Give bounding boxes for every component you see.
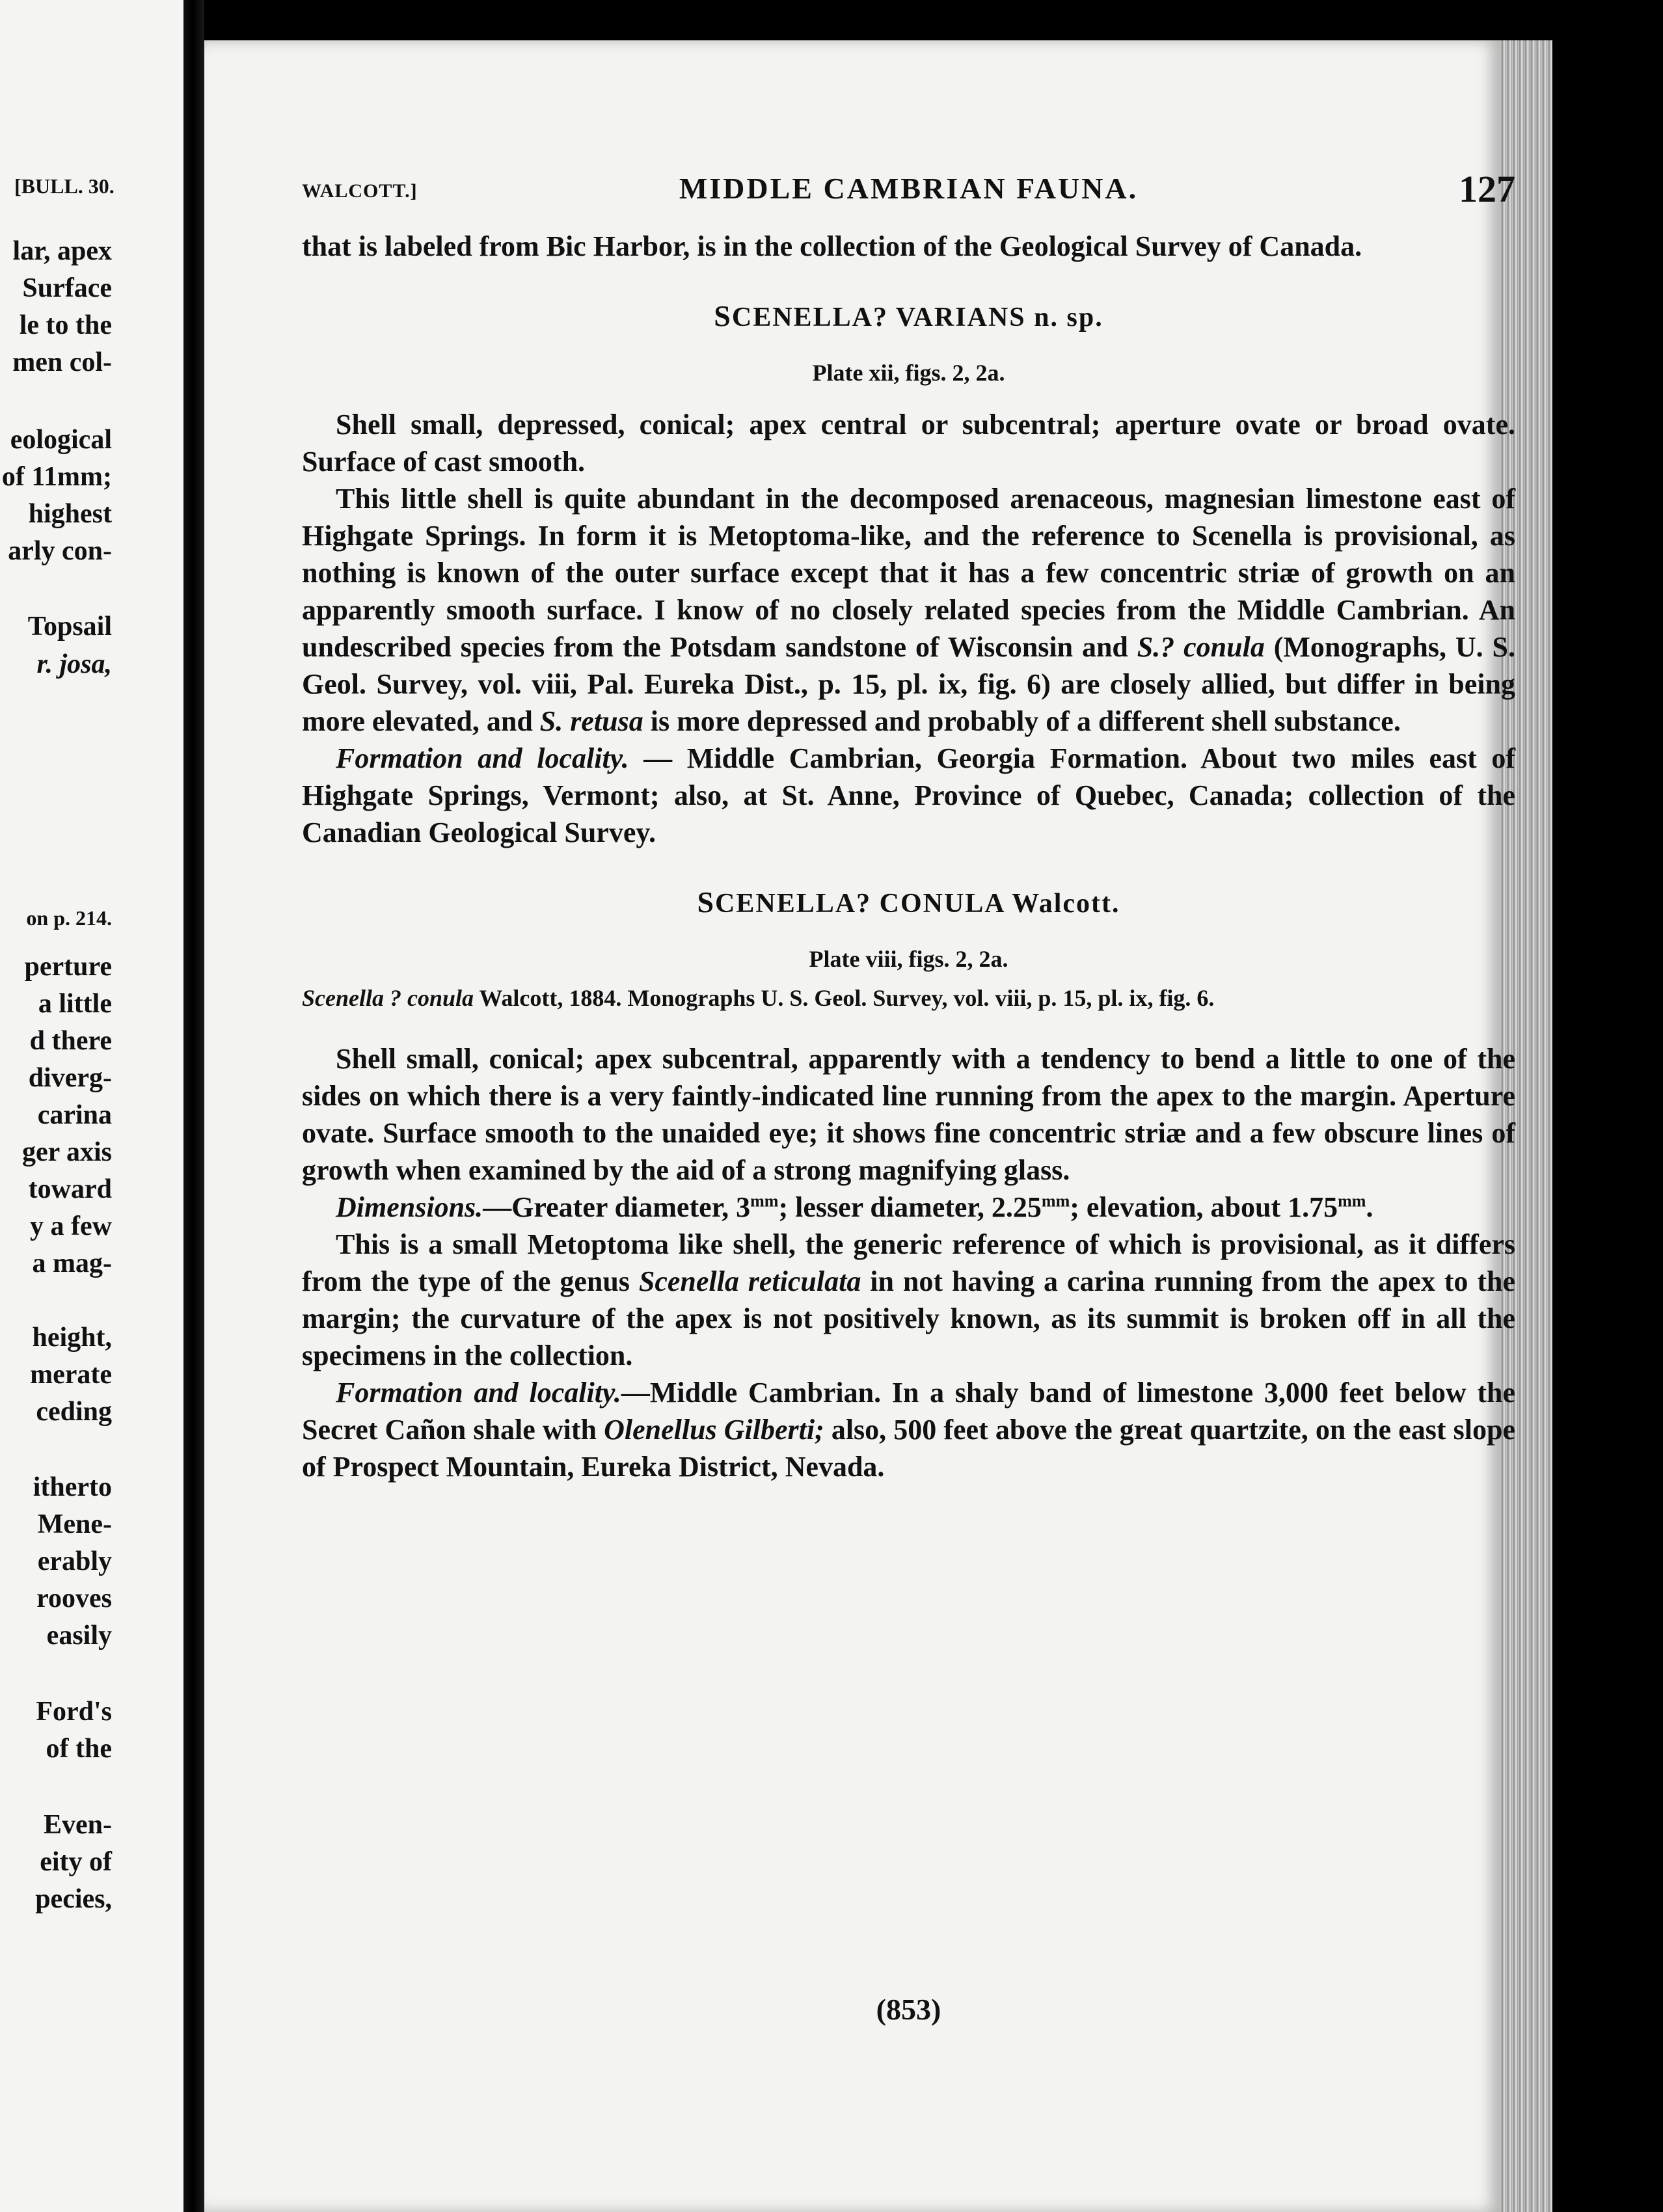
previous-page-line: height, — [32, 1323, 112, 1353]
previous-page-line: eological — [10, 425, 112, 455]
previous-page-line: ceding — [36, 1397, 112, 1427]
previous-page-line: Ford's — [36, 1697, 112, 1727]
species-discussion: This little shell is quite abundant in the decomposed arenaceous, magnesian limestone east of Highgate Springs. In form it is Metoptoma-like, and the reference to Scenella is provisional, as nothing is known of the outer surface except that it has a few concentric striæ of growth on an apparently smooth surface. I know of no closely related species from the Middle Cambrian. An undescribed species from the Potsdam sandstone of Wisconsin and S.? conula (Monographs, U. S. Geol. Survey, vol. viii, Pal. Eureka Dist., p. 15, pl. ix, fig. 6) are closely allied, but differ in being more elevated, and S. retusa is more depressed and probably of a different shell substance. — [302, 483, 1516, 737]
previous-page-line: y a few — [30, 1211, 112, 1241]
plate-reference: Plate viii, figs. 2, 2a. — [809, 946, 1008, 972]
species-description: Shell small, conical; apex subcentral, apparently with a tendency to bend a little to one of the sides on which there is a very faintly-indicated line running from the apex to the margin. Aperture ovate. Surface smooth to the unaided eye; it shows fine concentric striæ and a few obscure lines of growth when examined by the aid of a strong magnifying glass. — [302, 1043, 1515, 1186]
previous-page-line: toward — [28, 1174, 112, 1204]
previous-page-strip — [0, 0, 183, 2212]
species-heading-conula: SCENELLA? CONULA Walcott. — [697, 885, 1120, 919]
running-head-author: WALCOTT.] — [302, 180, 418, 202]
previous-page-line: itherto — [33, 1472, 112, 1502]
book-gutter — [183, 0, 204, 2212]
previous-page-line: Even- — [44, 1810, 112, 1840]
running-head-title: MIDDLE CAMBRIAN FAUNA. — [679, 172, 1139, 205]
synonymy-entry: Scenella ? conula Walcott, 1884. Monographs U. S. Geol. Survey, vol. viii, p. 15, pl. ix, fig. 6. — [302, 985, 1215, 1011]
previous-page-line: arly con- — [8, 536, 112, 566]
previous-page-line: men col- — [12, 347, 112, 377]
previous-page-line: carina — [37, 1100, 112, 1130]
previous-page-line: a mag- — [32, 1248, 112, 1278]
previous-page-line: of 11mm; — [1, 462, 112, 492]
previous-page-line: Mene- — [37, 1509, 112, 1539]
formation-locality: Formation and locality.—Middle Cambrian. In a shaly band of limestone 3,000 feet below the Secret Cañon shale with Olenellus Gilberti; also, 500 feet above the great quartzite, on the east slope of Prospect Mountain, Eureka District, Nevada. — [302, 1377, 1515, 1483]
previous-page-line: eity of — [40, 1847, 112, 1877]
previous-page-line: diverg- — [28, 1063, 112, 1093]
previous-page-line: le to the — [19, 310, 112, 340]
running-head — [302, 167, 1515, 210]
previous-page-line: Topsail — [27, 612, 112, 641]
previous-page-line: of the — [46, 1734, 112, 1764]
previous-page-running-head: [BULL. 30. — [14, 174, 115, 198]
book-page — [204, 40, 1516, 2212]
previous-page-line: ger axis — [21, 1137, 112, 1167]
page-number: 127 — [1459, 168, 1515, 210]
previous-page-line: on p. 214. — [26, 906, 112, 930]
previous-page-line: lar, apex — [12, 236, 112, 266]
previous-page-line: merate — [30, 1360, 112, 1390]
previous-page-line: a little — [38, 989, 112, 1019]
previous-page-line: easily — [46, 1621, 112, 1651]
species-heading-varians: SCENELLA? VARIANS n. sp. — [714, 299, 1103, 332]
previous-page-line: r. josa, — [36, 649, 112, 679]
previous-page-line: highest — [28, 499, 112, 529]
previous-page-line: d there — [29, 1026, 112, 1056]
previous-page-line: pecies, — [35, 1884, 112, 1914]
species-description: Shell small, depressed, conical; apex central or subcentral; aperture ovate or broad ovate. Surface of cast smooth. — [302, 409, 1515, 478]
continued-paragraph: that is labeled from Bic Harbor, is in the collection of the Geological Survey of Canada. — [302, 230, 1362, 262]
plate-reference: Plate xii, figs. 2, 2a. — [812, 360, 1005, 386]
previous-page-line: perture — [24, 952, 112, 982]
dimensions: Dimensions.—Greater diameter, $3^{mm}$; lesser diameter, $2.25^{mm}$; elevation, about $1.75^{mm}$. — [336, 1191, 1373, 1223]
previous-page-line: Surface — [22, 273, 112, 303]
species-remarks: This is a small Metoptoma like shell, the generic reference of which is provisional, as it differs from the type of the genus Scenella reticulata in not having a carina running from the apex to the margin; the curvature of the apex is not positively known, as its summit is broken off in all the specimens in the collection. — [302, 1228, 1515, 1371]
page-body — [302, 228, 1515, 1485]
formation-locality: Formation and locality. — Middle Cambrian, Georgia Formation. About two miles east of Highgate Springs, Vermont; also, at St. Anne, Province of Quebec, Canada; collection of the Canadian Geological Survey. — [302, 742, 1515, 848]
previous-page-line: erably — [37, 1546, 112, 1576]
previous-page-line: rooves — [36, 1584, 112, 1613]
folio-number: (853) — [876, 1993, 941, 2026]
